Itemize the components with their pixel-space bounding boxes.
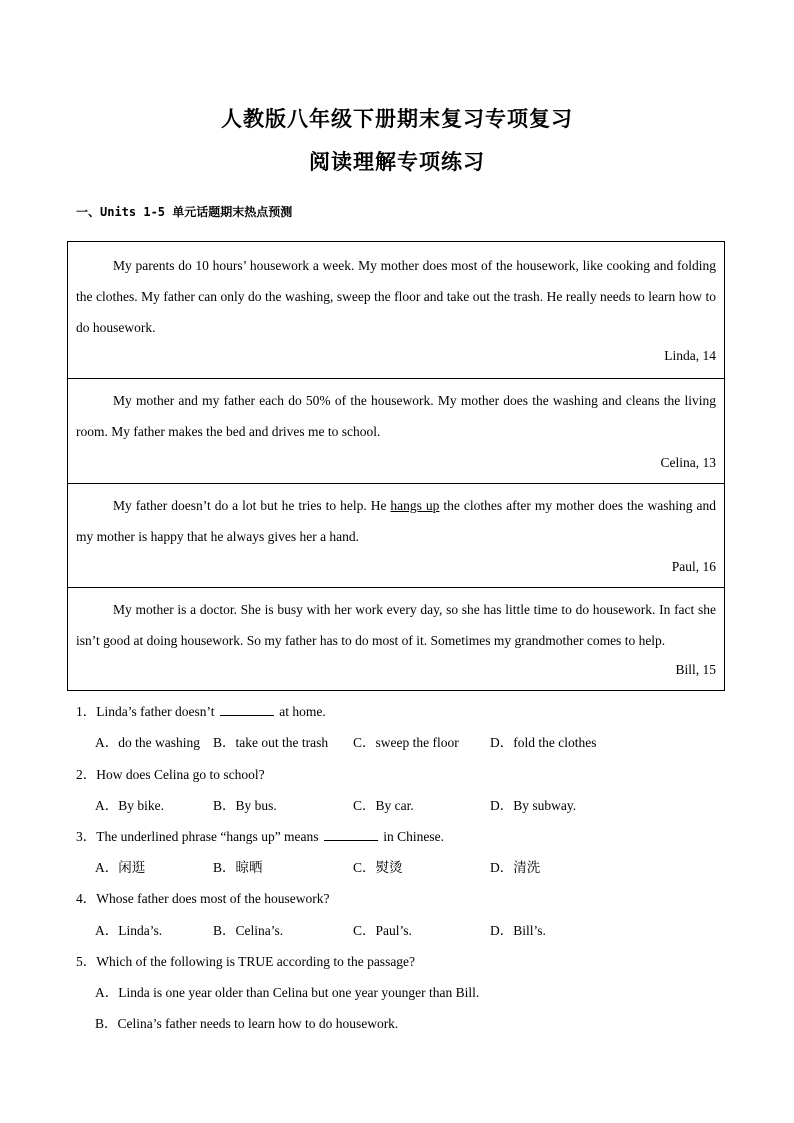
option-a: A．Linda is one year older than Celina but one year younger than Bill. [95,985,480,1000]
option-c: C．By car. [353,798,414,813]
passage-signature: Celina, 13 [660,455,716,470]
question-2: 2．How does Celina go to school? [76,767,265,782]
passage-signature: Linda, 14 [664,348,716,363]
passages-table [67,241,725,691]
answer-blank [324,828,378,841]
passage-row-celina [68,378,724,484]
document-title: 人教版八年级下册期末复习专项复习 [221,106,573,131]
passage-text: My parents do 10 hours’ housework a week. My mother does most of the housework, like cooking and folding the clothes. My father can only do the washing, sweep the floor and take out the trash. He really needs to learn how to do housework. [76,258,716,335]
option-a: A．Linda’s. [95,923,163,938]
passage-row-linda [68,242,724,378]
option-c: C．熨烫 [353,860,403,875]
underlined-phrase: hangs up [390,498,440,513]
document-subtitle: 阅读理解专项练习 [309,149,485,174]
answer-blank [220,703,274,716]
option-a: A．do the washing [95,735,200,750]
option-b: B．Celina’s. [213,923,284,938]
option-b: B．take out the trash [213,735,329,750]
option-b: B．Celina’s father needs to learn how to do housework. [95,1016,399,1031]
option-d: D．By subway. [490,798,577,813]
question-4: 4．Whose father does most of the housework? [76,891,330,906]
passage-text: My mother and my father each do 50% of the housework. My mother does the washing and cleans the living room. My father makes the bed and drives me to school. [76,393,716,439]
option-b: B．By bus. [213,798,277,813]
section-heading: 一、Units 1-5 单元话题期末热点预测 [76,205,293,219]
question-5: 5．Which of the following is TRUE according to the passage? [76,954,416,969]
option-d: D．清洗 [490,860,541,875]
passage-signature: Bill, 15 [675,662,716,677]
option-a: A．闲逛 [95,860,146,875]
passage-row-paul [68,483,724,588]
passage-signature: Paul, 16 [671,559,716,574]
option-d: D．Bill’s. [490,923,546,938]
option-d: D．fold the clothes [490,735,597,750]
option-c: C．Paul’s. [353,923,412,938]
option-c: C．sweep the floor [353,735,459,750]
question-3: 3．The underlined phrase “hangs up” means in Chinese. [76,829,445,844]
question-1: 1．Linda’s father doesn’t at home. [76,704,326,719]
option-a: A．By bike. [95,798,164,813]
passage-row-bill [68,587,724,692]
passage-text: My father doesn’t do a lot but he tries to help. He hangs up the clothes after my mother does the washing and my mother is happy that he always gives her a hand. [76,498,716,544]
passage-text: My mother is a doctor. She is busy with her work every day, so she has little time to do housework. In fact she isn’t good at doing housework. So my father has to do most of it. Sometimes my grandmother comes to help. [76,602,716,648]
option-b: B．晾晒 [213,860,263,875]
